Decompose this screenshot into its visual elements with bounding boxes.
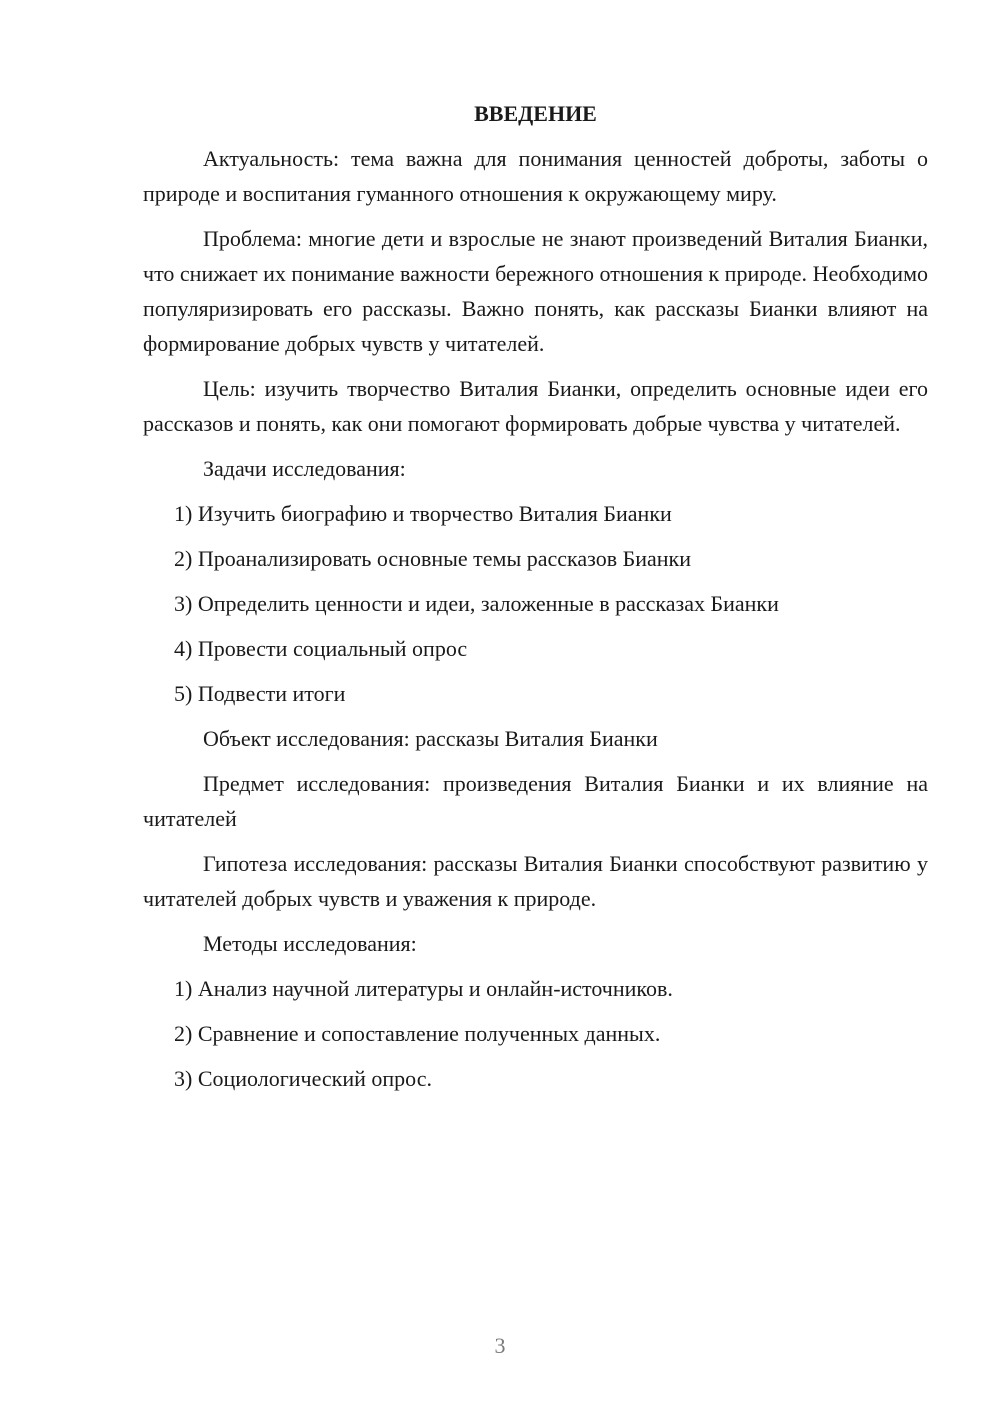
problem-paragraph: Проблема: многие дети и взрослые не знают произведений Виталия Бианки, что снижает их понимание важности бережного отношения к природе. Необходимо популяризировать его рассказы. Важно понять, как рассказы Бианки влияют на формирование добрых чувств у читателей. bbox=[143, 226, 928, 356]
page-number: 3 bbox=[494, 1333, 506, 1358]
hypothesis-paragraph: Гипотеза исследования: рассказы Виталия Бианки способствуют развитию у читателей добрых чувств и уважения к природе. bbox=[143, 851, 928, 911]
list-item: 3) Определить ценности и идеи, заложенные в рассказах Бианки bbox=[174, 591, 779, 616]
list-item: 5) Подвести итоги bbox=[174, 681, 346, 706]
list-item: 2) Проанализировать основные темы рассказов Бианки bbox=[174, 546, 692, 571]
list-item: 2) Сравнение и сопоставление полученных данных. bbox=[174, 1021, 661, 1046]
page-title: ВВЕДЕНИЕ bbox=[474, 101, 597, 126]
list-item: 3) Социологический опрос. bbox=[174, 1066, 432, 1091]
relevance-paragraph: Актуальность: тема важна для понимания ценностей доброты, заботы о природе и воспитания гуманного отношения к окружающему миру. bbox=[143, 146, 928, 206]
goal-paragraph: Цель: изучить творчество Виталия Бианки, определить основные идеи его рассказов и понять, как они помогают формировать добрые чувства у читателей. bbox=[143, 376, 928, 436]
tasks-heading: Задачи исследования: bbox=[203, 456, 406, 481]
object-line: Объект исследования: рассказы Виталия Бианки bbox=[203, 726, 658, 751]
list-item: 1) Изучить биографию и творчество Виталия Бианки bbox=[174, 501, 672, 526]
methods-heading: Методы исследования: bbox=[203, 931, 417, 956]
subject-paragraph: Предмет исследования: произведения Виталия Бианки и их влияние на читателей bbox=[143, 771, 928, 831]
list-item: 1) Анализ научной литературы и онлайн-источников. bbox=[174, 976, 673, 1001]
document-page bbox=[143, 96, 928, 1106]
list-item: 4) Провести социальный опрос bbox=[174, 636, 468, 661]
